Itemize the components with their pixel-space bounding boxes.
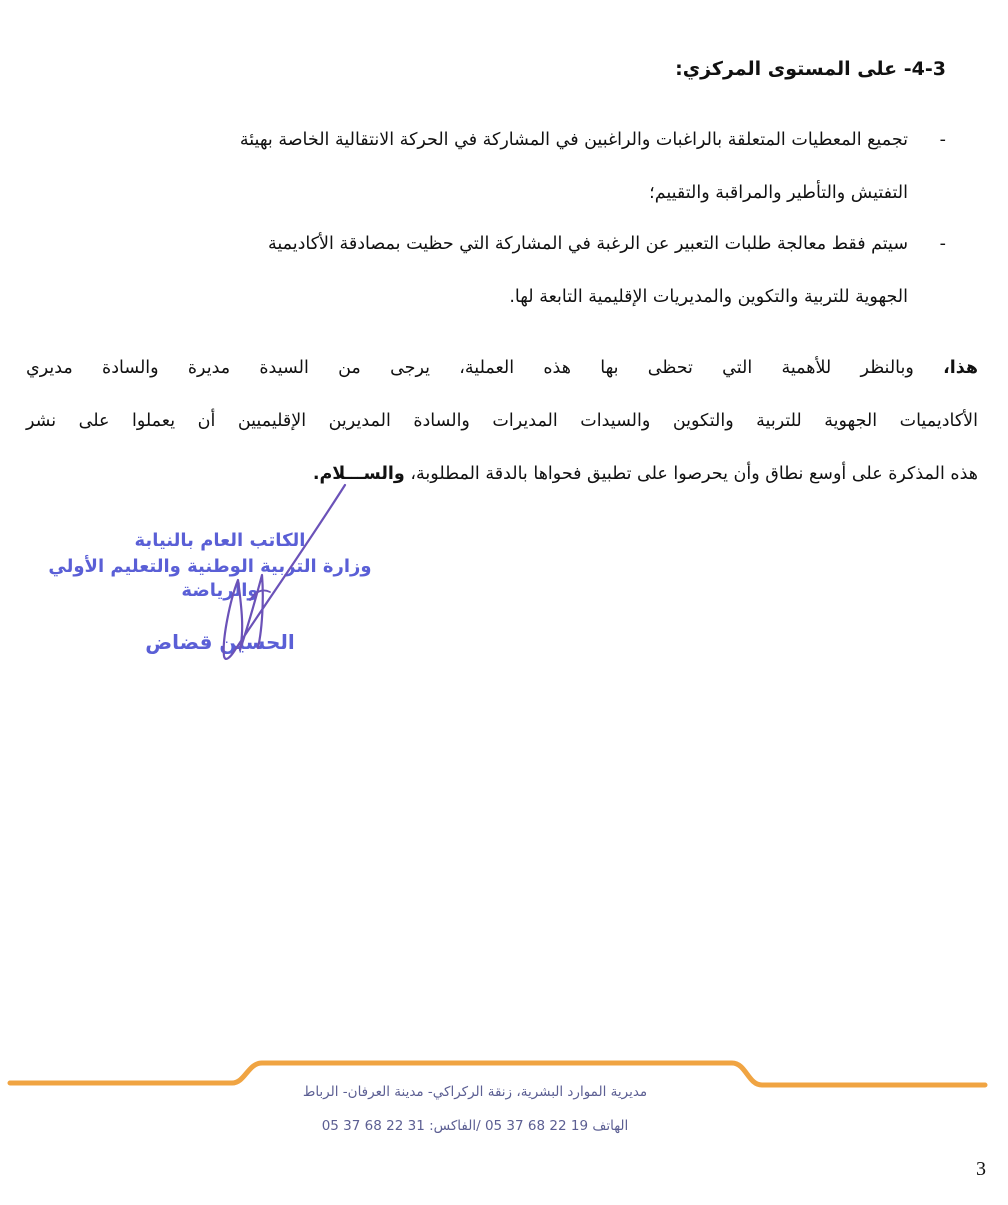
stamp-ministry-cont: والرياضة: [181, 580, 259, 601]
paragraph-line-1-text: وبالنظر للأهمية التي تحظى بها هذه العملية، يرجى من السيدة مديرة والسادة مديري: [26, 358, 914, 378]
bullet-text-line-1: سيتم فقط معالجة طلبات التعبير عن الرغبة في المشاركة التي حظيت بمصادقة الأكاديمية: [267, 234, 908, 254]
stamp-title: الكاتب العام بالنيابة: [134, 530, 306, 551]
bullet-marker: -: [939, 234, 946, 254]
bullet-item: [46, 218, 946, 324]
paragraph-line-1: [26, 342, 978, 395]
paragraph-line-3-text: هذه المذكرة على أوسع نطاق وأن يحرصوا على تطبيق فحواها بالدقة المطلوبة،: [410, 464, 978, 484]
bullet-text-line-1: تجميع المعطيات المتعلقة بالراغبات والراغبين في المشاركة في الحركة الانتقالية الخاصة بهيئة: [239, 130, 908, 150]
bullet-item: [46, 114, 946, 220]
section-heading: 4-3- على المستوى المركزي:: [675, 58, 946, 80]
footer-address: مديرية الموارد البشرية، زنقة الركراكي- مدينة العرفان- الرباط: [302, 1084, 648, 1100]
footer-phone-fax: الهاتف 19 22 68 37 05 /الفاكس: 31 22 68 37 05: [321, 1118, 629, 1134]
stamp-ministry: وزارة التربية الوطنية والتعليم الأولي: [48, 556, 372, 577]
bullet-text-line-2: التفتيش والتأطير والمراقبة والتقييم؛: [649, 183, 908, 203]
footer-contact-block: [240, 1075, 710, 1143]
stamp-signatory-name: الحسين قضاض: [145, 630, 295, 654]
paragraph-line-2: الأكاديميات الجهوية للتربية والتكوين والسيدات المديرات والسادة المديرين الإقليميين أن يعملوا على نشر: [26, 411, 978, 431]
closing-paragraph: [26, 342, 978, 501]
paragraph-lead: هذا،: [943, 358, 978, 378]
bullet-marker: -: [939, 130, 946, 150]
handwritten-signature: [180, 480, 360, 670]
page-number: 3: [976, 1158, 986, 1180]
paragraph-line-3: [26, 448, 978, 501]
closing-salutation: والســـلام.: [312, 464, 405, 484]
bullet-text-line-2: الجهوية للتربية والتكوين والمديريات الإقليمية التابعة لها.: [509, 287, 908, 307]
